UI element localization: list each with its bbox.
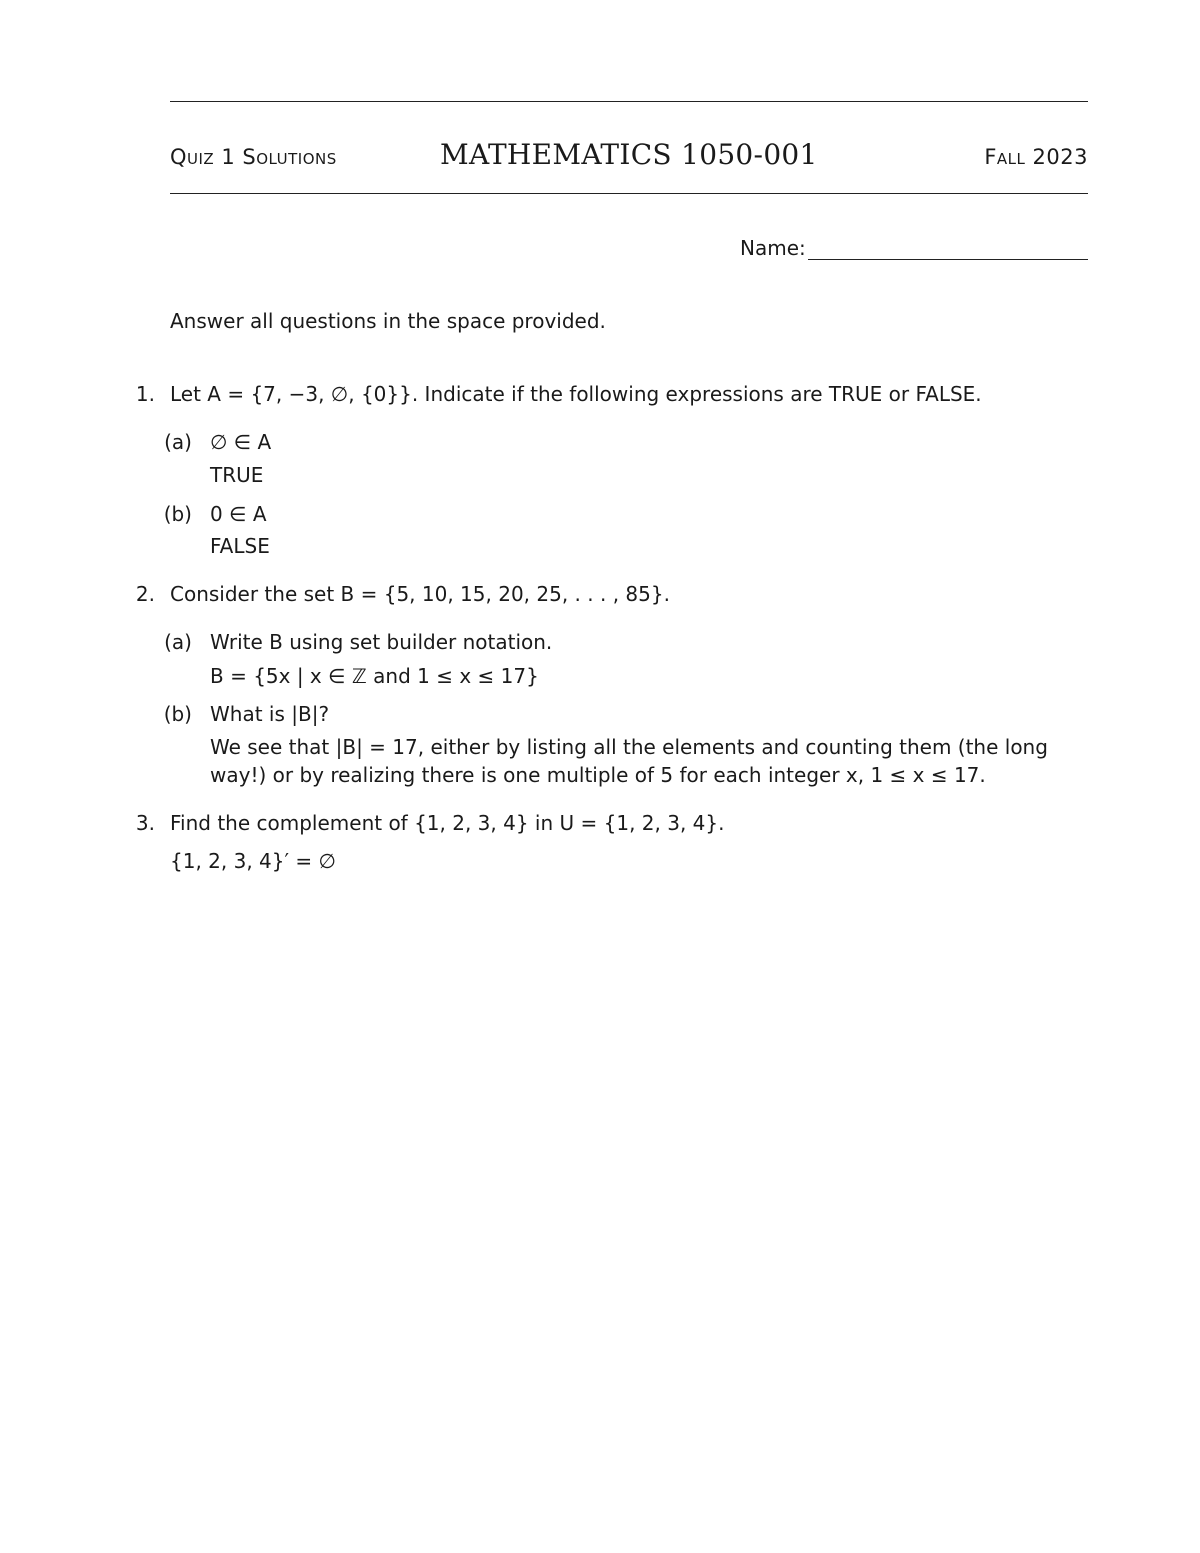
question-3-number: 3.: [135, 811, 155, 835]
question-2a-answer: B = {5x | x ∈ ℤ and 1 ≤ x ≤ 17}: [210, 664, 539, 688]
question-1-number: 1.: [135, 382, 155, 406]
question-2-prompt: Consider the set B = {5, 10, 15, 20, 25, . . . , 85}.: [170, 582, 670, 606]
question-3-prompt: Find the complement of {1, 2, 3, 4} in U = {1, 2, 3, 4}.: [170, 811, 725, 835]
question-1a-expression: ∅ ∈ A: [210, 430, 272, 454]
header-bottom-rule: [170, 193, 1088, 194]
question-2b-text: What is |B|?: [210, 702, 330, 726]
header-term: Fall 2023: [984, 145, 1088, 169]
question-1a-label: (a): [164, 430, 192, 454]
question-2b-answer-line-2: way!) or by realizing there is one multiple of 5 for each integer x, 1 ≤ x ≤ 17.: [210, 763, 986, 787]
question-3-answer: {1, 2, 3, 4}′ = ∅: [170, 849, 336, 873]
header-top-rule: [170, 101, 1088, 102]
instructions: Answer all questions in the space provided.: [170, 309, 606, 333]
question-2a-text: Write B using set builder notation.: [210, 630, 553, 654]
name-label: Name:: [740, 236, 806, 260]
question-1b-answer: FALSE: [210, 534, 270, 558]
header-course-title: MATHEMATICS 1050-001: [440, 138, 818, 171]
name-field[interactable]: [740, 236, 1088, 260]
name-blank-line[interactable]: [808, 239, 1088, 260]
question-1b-label: (b): [163, 502, 192, 526]
question-2a-label: (a): [164, 630, 192, 654]
question-1a-answer: TRUE: [210, 463, 264, 487]
question-1-prompt: Let A = {7, −3, ∅, {0}}. Indicate if the following expressions are TRUE or FALSE.: [170, 382, 982, 406]
question-1b-expression: 0 ∈ A: [210, 502, 267, 526]
header-quiz-title: Quiz 1 Solutions: [170, 145, 337, 169]
question-2b-answer-line-1: We see that |B| = 17, either by listing all the elements and counting them (the long: [210, 735, 1048, 759]
question-2b-label: (b): [163, 702, 192, 726]
question-2-number: 2.: [135, 582, 155, 606]
